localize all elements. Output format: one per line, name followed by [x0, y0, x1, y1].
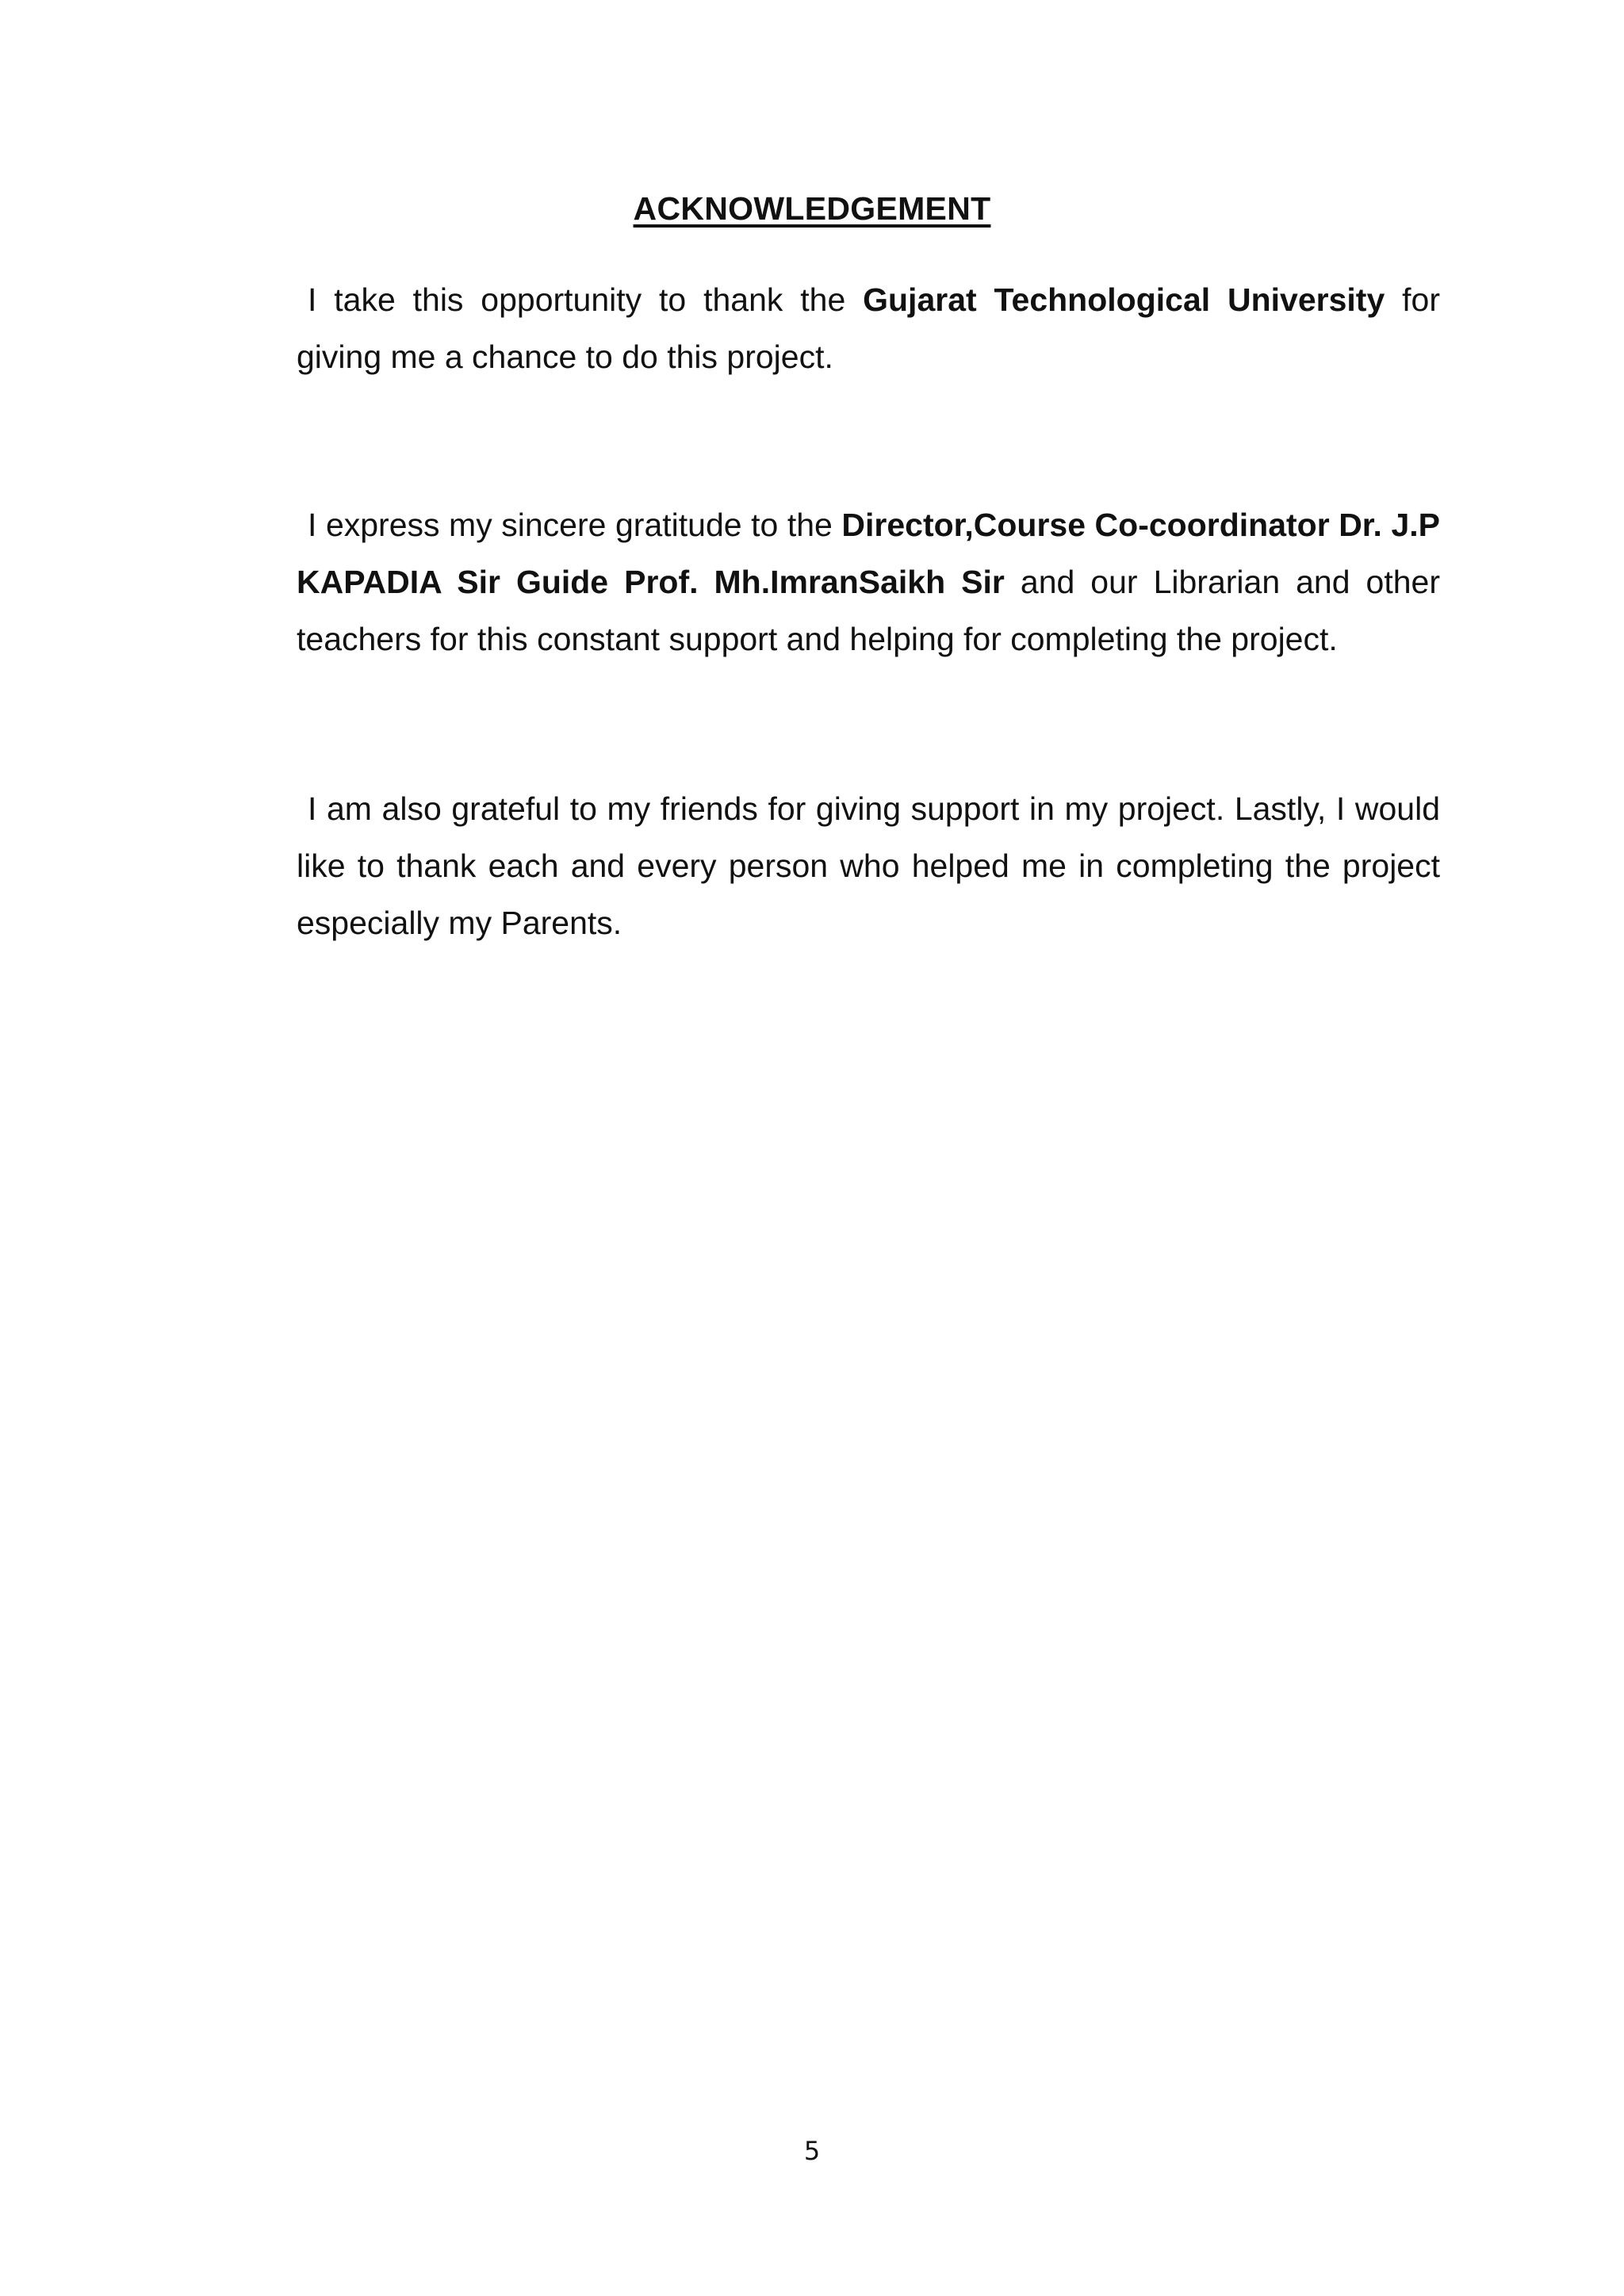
university-name: Gujarat Technological University [863, 281, 1385, 318]
paragraph-faculty-thanks [297, 496, 1440, 668]
paragraph-text: and our Librarian and other teachers for this constant support and helping for completing the project. [297, 564, 1441, 657]
paragraph-text: for giving me a chance to do this project. [297, 281, 1440, 375]
faculty-names: Director,Course Co-coordinator Dr. J.P KAPADIA Sir Guide Prof. Mh.ImranSaikh Sir [297, 507, 1440, 600]
paragraph-university-thanks [297, 271, 1440, 385]
paragraph-text: I take this opportunity to thank the [308, 281, 864, 318]
page-number: 5 [803, 2136, 821, 2166]
paragraph-text: I am also grateful to my friends for giving support in my project. Lastly, I would like to thank each and every person who helped me in completing the project especially my Parents. [297, 790, 1440, 941]
paragraph-friends-thanks [297, 780, 1440, 951]
page-title: ACKNOWLEDGEMENT [633, 190, 991, 227]
paragraph-text: I express my sincere gratitude to the [308, 507, 842, 543]
